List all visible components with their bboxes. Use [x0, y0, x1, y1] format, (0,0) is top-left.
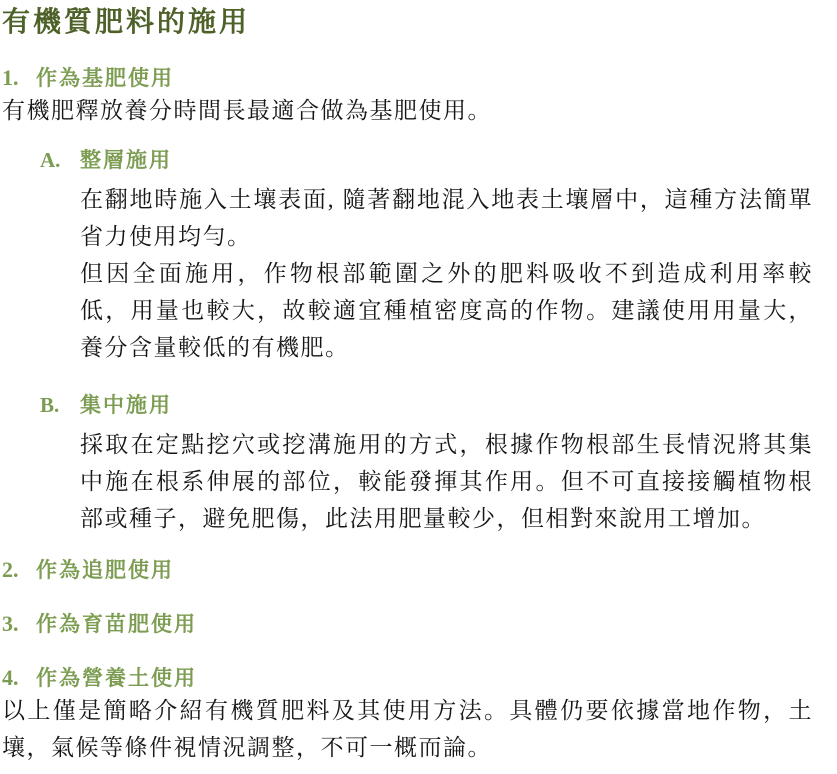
- section-4-number: 4.: [2, 665, 19, 690]
- section-nutrient-soil: [2, 664, 813, 766]
- section-2-heading-row: [2, 556, 813, 584]
- section-2-heading: 作為追肥使用: [36, 558, 174, 582]
- subsection-b-body: [80, 426, 813, 537]
- section-1-heading: 作為基肥使用: [36, 66, 174, 90]
- subsection-b-letter: B.: [40, 393, 60, 417]
- subsection-a-letter: A.: [40, 148, 61, 172]
- subsection-a-heading-row: [40, 146, 813, 174]
- subsection-a-paragraph-2: 但因全面施用，作物根部範圍之外的肥料吸收不到造成利用率較低，用量也較大，故較適宜種植密度高的作物。建議使用用量大，養分含量較低的有機肥。: [80, 261, 813, 360]
- section-3-number: 3.: [2, 611, 19, 636]
- section-1-number: 1.: [2, 65, 19, 90]
- subsection-concentrated-application: [40, 391, 813, 537]
- section-4-summary-text: 以上僅是簡略介紹有機質肥料及其使用方法。具體仍要依據當地作物，土壤，氣候等條件視情況調整，不可一概而論。: [2, 698, 813, 760]
- subsection-b-heading-row: [40, 391, 813, 419]
- subsection-b-paragraph-1: 採取在定點挖穴或挖溝施用的方式，根據作物根部生長情況將其集中施在根系伸展的部位，較能發揮其作用。但不可直接接觸植物根部或種子，避免肥傷，此法用肥量較少，但相對來說用工增加。: [80, 432, 813, 531]
- subsection-a-heading: 整層施用: [80, 148, 172, 172]
- subsection-a-body: [80, 181, 813, 366]
- section-3-heading-row: [2, 610, 813, 638]
- subsection-layer-application: [40, 146, 813, 366]
- subsection-b-heading: 集中施用: [80, 393, 172, 417]
- section-base-fertilizer: [2, 64, 813, 537]
- section-3-heading: 作為育苗肥使用: [36, 612, 197, 636]
- section-4-heading: 作為營養土使用: [36, 666, 197, 690]
- section-4-heading-row: [2, 664, 813, 692]
- section-seedling-fertilizer: [2, 610, 813, 638]
- section-1-intro-text: 有機肥釋放養分時間長最適合做為基肥使用。: [2, 98, 492, 123]
- section-1-heading-row: [2, 64, 813, 92]
- subsection-a-paragraph-1: 在翻地時施入土壤表面, 隨著翻地混入地表土壤層中，這種方法簡單省力使用均勻。: [80, 187, 813, 249]
- section-topdressing: [2, 556, 813, 584]
- page-title: 有機質肥料的施用: [2, 7, 251, 38]
- section-2-number: 2.: [2, 557, 19, 582]
